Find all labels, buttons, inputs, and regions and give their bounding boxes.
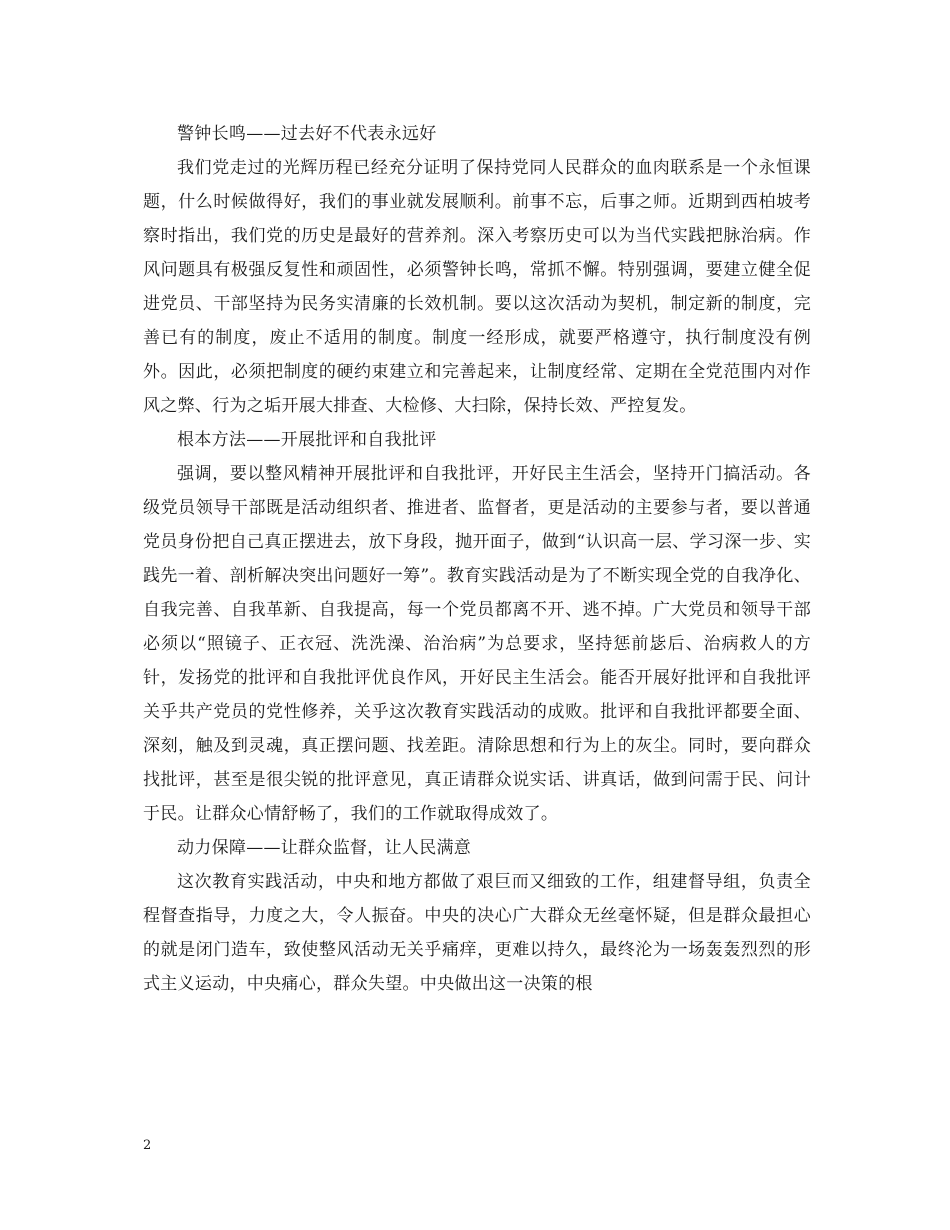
section-heading: 根本方法——开展批评和自我批评 <box>177 430 437 450</box>
section-paragraph: 强调，要以整风精神开展批评和自我批评，开好民主生活会，坚持开门搞活动。各级党员领导干部既是活动组织者、推进者、监督者，更是活动的主要参与者，要以普通党员身份把自己真正摆进去，放下身段，抛开面子，做到“认识高一层、学习深一步、实践先一着、剖析解决突出问题好一筹”。教育实践活动是为了不断实现全党的自我净化、自我完善、自我革新、自我提高，每一个党员都离不开、逃不掉。广大党员和领导干部必须以“照镜子、正衣冠、洗洗澡、治治病”为总要求，坚持惩前毖后、治病救人的方针，发扬党的批评和自我批评优良作风，开好民主生活会。能否开展好批评和自我批评关乎共产党员的党性修养，关乎这次教育实践活动的成败。批评和自我批评都要全面、深刻，触及到灵魂，真正摆问题、找差距。清除思想和行为上的灰尘。同时，要向群众找批评，甚至是很尖锐的批评意见，真正请群众说实话、讲真话，做到问需于民、问计于民。让群众心情舒畅了，我们的工作就取得成效了。 <box>143 464 811 824</box>
section-paragraph: 这次教育实践活动，中央和地方都做了艰巨而又细致的工作，组建督导组，负责全程督查指导，力度之大，令人振奋。中央的决心广大群众无丝毫怀疑，但是群众最担心的就是闭门造车，致使整风活动无关乎痛痒，更难以持久，最终沦为一场轰轰烈烈的形式主义运动，中央痛心，群众失望。中央做出这一决策的根 <box>143 872 811 994</box>
section-heading: 动力保障——让群众监督，让人民满意 <box>177 838 472 858</box>
section-heading: 警钟长鸣——过去好不代表永远好 <box>177 124 437 144</box>
page-number: 2 <box>143 1138 152 1153</box>
section-paragraph: 我们党走过的光辉历程已经充分证明了保持党同人民群众的血肉联系是一个永恒课题，什么时候做得好，我们的事业就发展顺利。前事不忘，后事之师。近期到西柏坡考察时指出，我们党的历史是最好的营养剂。深入考察历史可以为当代实践把脉治病。作风问题具有极强反复性和顽固性，必须警钟长鸣，常抓不懈。特别强调，要建立健全促进党员、干部坚持为民务实清廉的长效机制。要以这次活动为契机，制定新的制度，完善已有的制度，废止不适用的制度。制度一经形成，就要严格遵守，执行制度没有例外。因此，必须把制度的硬约束建立和完善起来，让制度经常、定期在全党范围内对作风之弊、行为之垢开展大排查、大检修、大扫除，保持长效、严控复发。 <box>143 158 811 416</box>
document-body <box>143 117 811 1001</box>
